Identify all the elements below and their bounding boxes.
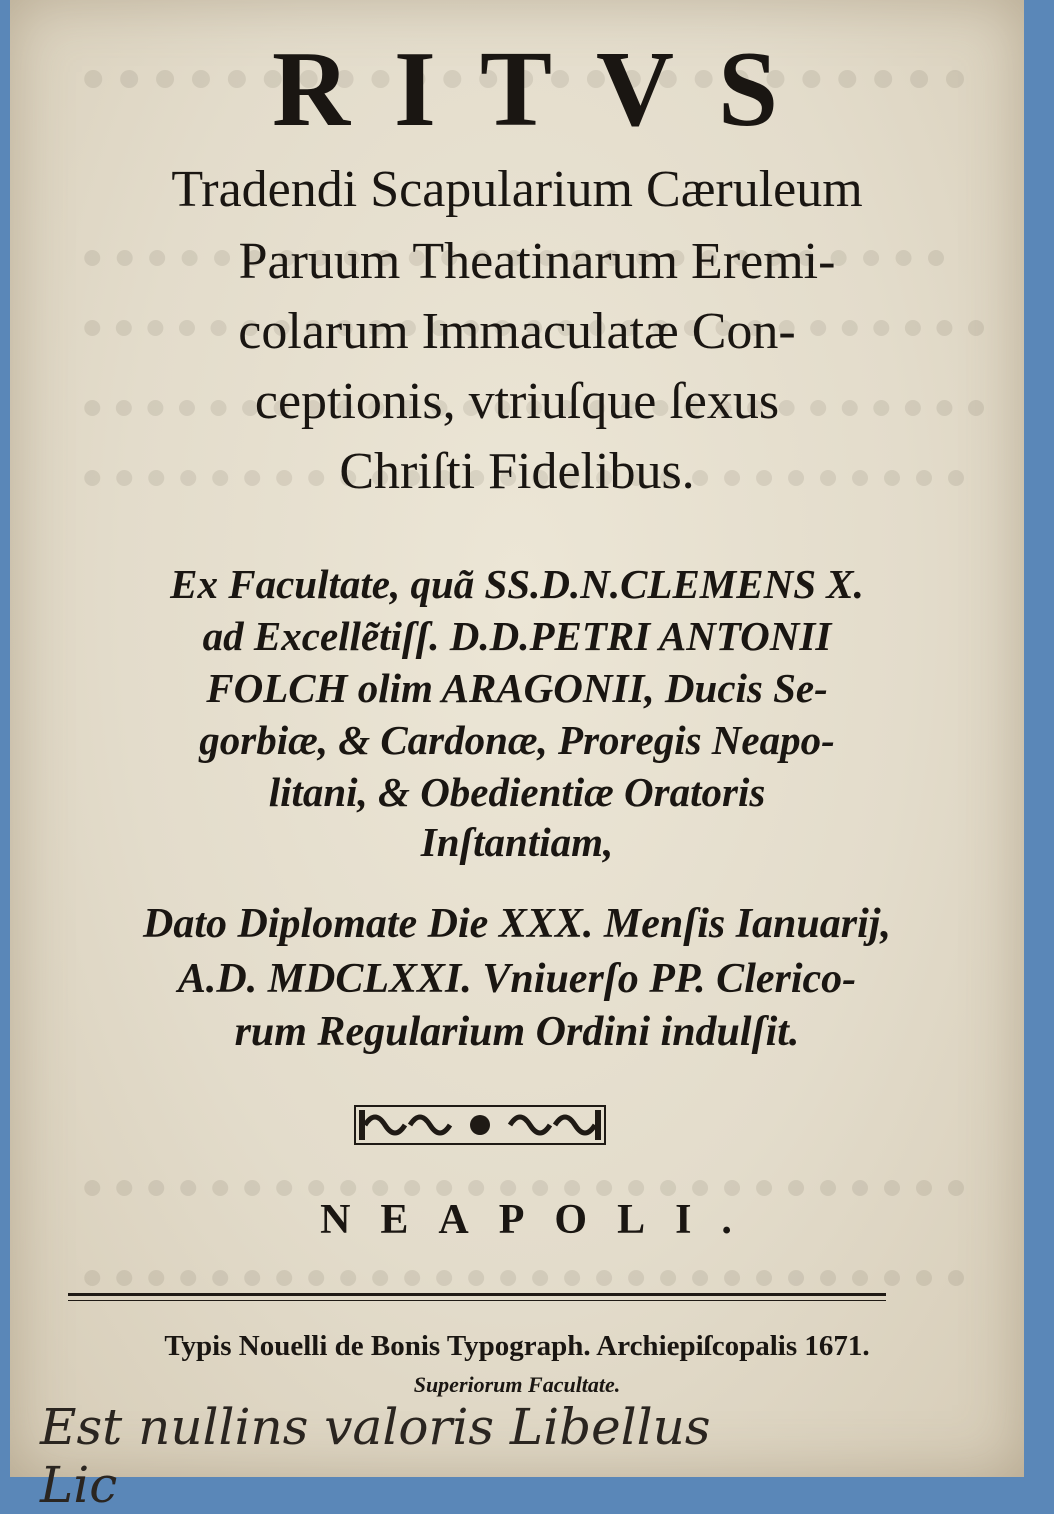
handwritten-note: Est nullins valoris Libellus Lic <box>40 1398 711 1514</box>
date-line: A.D. MDCLXXI. Vniuerſo PP. Clerico- <box>177 956 857 1002</box>
faculty-line: litani, & Obedientiæ Oratoris <box>268 769 766 815</box>
rule-divider <box>68 1293 886 1296</box>
faculty-line: Inſtantiam, <box>420 819 614 865</box>
subtitle-line: Paruum Theatinarum Eremi- <box>238 233 836 290</box>
subtitle-line: ceptionis, vtriuſque ſexus <box>254 373 780 430</box>
rule-divider <box>68 1300 886 1301</box>
faculty-line: gorbiæ, & Cardonæ, Proregis Neapo- <box>199 717 835 763</box>
page-title: RITVS <box>271 30 823 149</box>
faculty-line: FOLCH olim ARAGONII, Ducis Se- <box>206 665 828 711</box>
subtitle-line: Chriſti Fidelibus. <box>339 443 695 500</box>
date-line: rum Regularium Ordini indulſit. <box>234 1009 800 1055</box>
faculty-line: Ex Facultate, quã SS.D.N.CLEMENS X. <box>170 561 864 607</box>
faculty-line: ad Excellẽtiſſ. D.D.PETRI ANTONII <box>202 613 832 659</box>
date-line: Dato Diplomate Die XXX. Menſis Ianuarij, <box>143 901 891 947</box>
imprint-printer: Typis Nouelli de Bonis Typograph. Archiepiſcopalis 1671. <box>164 1330 870 1362</box>
imprint-permission: Superiorum Facultate. <box>413 1372 621 1397</box>
subtitle-line: Tradendi Scapularium Cæruleum <box>171 161 863 218</box>
printer-ornament-icon <box>355 1100 605 1150</box>
imprint-city: NEAPOLI. <box>320 1197 762 1243</box>
title-page <box>10 0 1024 1514</box>
subtitle-line: colarum Immaculatæ Con- <box>238 303 796 360</box>
